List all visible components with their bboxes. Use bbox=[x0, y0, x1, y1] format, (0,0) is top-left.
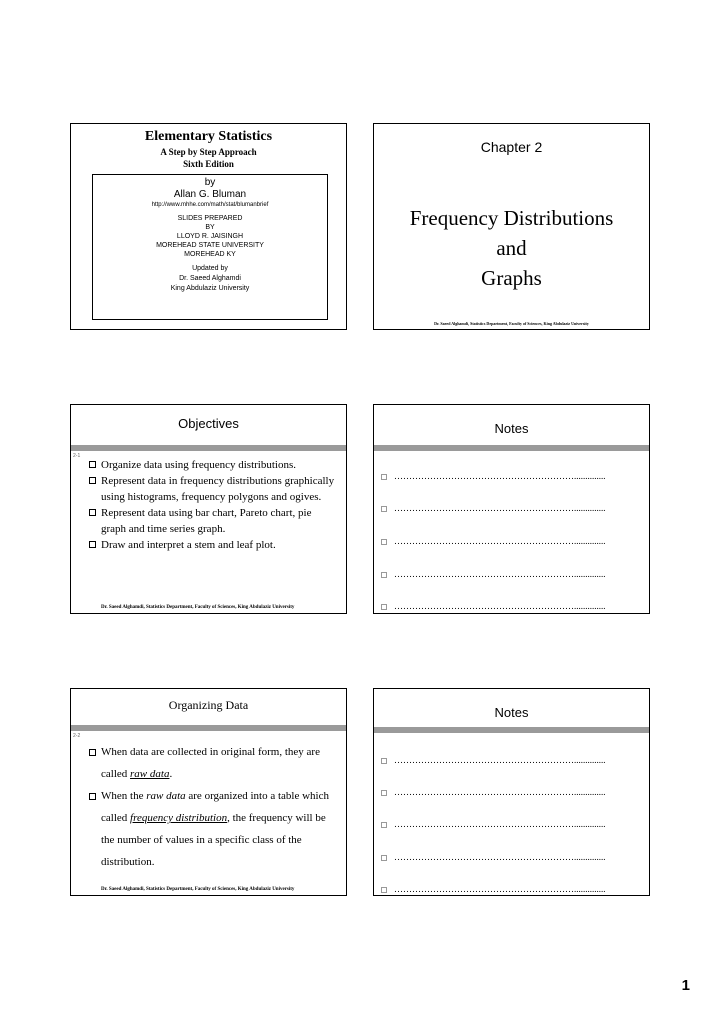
title-divider bbox=[374, 445, 649, 451]
bullet-box-icon bbox=[89, 509, 96, 516]
note-line: …………………………………………………….............. bbox=[381, 536, 643, 546]
title-divider bbox=[71, 725, 346, 731]
note-line: …………………………………………………….............. bbox=[381, 787, 643, 797]
slide-number: 2-1 bbox=[73, 453, 81, 459]
bullet-box-icon bbox=[89, 461, 96, 468]
organizing-list bbox=[89, 741, 341, 873]
notes-panel bbox=[373, 688, 650, 896]
by-label: by bbox=[204, 177, 216, 188]
list-item: When data are collected in original form, they are called raw data. bbox=[89, 741, 341, 785]
title-divider bbox=[374, 727, 649, 733]
slide-footer: Dr. Saeed Alghamdi, Statistics Department, Faculty of Sciences, King Abdulaziz University bbox=[434, 321, 589, 326]
chapter-line-1: Frequency Distributions bbox=[409, 206, 614, 230]
list-item: Represent data in frequency distributions graphically using histograms, frequency polygons and ogives. bbox=[89, 473, 339, 505]
bullet-box-icon bbox=[89, 793, 96, 800]
slide-organizing-data bbox=[70, 688, 347, 896]
note-line: …………………………………………………….............. bbox=[381, 819, 643, 829]
chapter-line-2: and bbox=[496, 236, 527, 260]
updater-name: Dr. Saeed Alghamdi bbox=[179, 275, 241, 282]
book-title: Elementary Statistics bbox=[144, 129, 273, 144]
bullet-box-icon bbox=[381, 887, 387, 893]
notes-panel bbox=[373, 404, 650, 614]
slide-chapter bbox=[373, 123, 650, 330]
preparer-city: MOREHEAD KY bbox=[184, 251, 236, 258]
updated-label: Updated by bbox=[192, 265, 228, 272]
list-item: Draw and interpret a stem and leaf plot. bbox=[89, 537, 339, 553]
bullet-box-icon bbox=[381, 790, 387, 796]
slide-objectives bbox=[70, 404, 347, 614]
chapter-line-3: Graphs bbox=[481, 266, 542, 290]
note-line: …………………………………………………….............. bbox=[381, 755, 643, 765]
note-line: …………………………………………………….............. bbox=[381, 884, 643, 894]
bullet-box-icon bbox=[381, 474, 387, 480]
objectives-list bbox=[89, 457, 339, 553]
bullet-box-icon bbox=[381, 758, 387, 764]
page-number: 1 bbox=[681, 977, 690, 994]
bullet-box-icon bbox=[381, 604, 387, 610]
slide-footer: Dr. Saeed Alghamdi, Statistics Department, Faculty of Sciences, King Abdulaziz University bbox=[101, 887, 295, 892]
bullet-box-icon bbox=[381, 506, 387, 512]
note-line: …………………………………………………….............. bbox=[381, 569, 643, 579]
slide-title: Objectives bbox=[178, 416, 239, 431]
bullet-box-icon bbox=[381, 572, 387, 578]
slide-number: 2-2 bbox=[73, 733, 81, 739]
bullet-box-icon bbox=[89, 477, 96, 484]
slide-footer: Dr. Saeed Alghamdi, Statistics Department, Faculty of Sciences, King Abdulaziz University bbox=[101, 605, 295, 610]
chapter-label: Chapter 2 bbox=[480, 139, 543, 155]
slide-title-book bbox=[70, 123, 347, 330]
bullet-box-icon bbox=[89, 749, 96, 756]
list-item: When the raw data are organized into a table which called frequency distribution, the frequency will be the number of values in a specific class of the distribution. bbox=[89, 785, 341, 873]
book-subtitle: A Step by Step Approach bbox=[160, 147, 257, 157]
note-line: …………………………………………………….............. bbox=[381, 852, 643, 862]
prepared-label: SLIDES PREPARED bbox=[177, 215, 243, 222]
author-url: http://www.mhhe.com/math/stat/blumanbrief bbox=[151, 202, 269, 208]
author-name: Allan G. Bluman bbox=[173, 189, 247, 200]
title-divider bbox=[71, 445, 346, 451]
book-edition: Sixth Edition bbox=[183, 159, 234, 169]
author-box bbox=[92, 174, 328, 320]
notes-title: Notes bbox=[494, 421, 529, 436]
prepared-by: BY bbox=[205, 224, 215, 231]
list-item: Organize data using frequency distributions. bbox=[89, 457, 339, 473]
note-line: …………………………………………………….............. bbox=[381, 601, 643, 611]
slide-title: Organizing Data bbox=[168, 698, 249, 712]
preparer-name: LLOYD R. JAISINGH bbox=[176, 233, 244, 240]
list-item: Represent data using bar chart, Pareto chart, pie graph and time series graph. bbox=[89, 505, 339, 537]
bullet-box-icon bbox=[381, 822, 387, 828]
bullet-box-icon bbox=[381, 855, 387, 861]
updater-university: King Abdulaziz University bbox=[170, 285, 250, 292]
note-line: …………………………………………………….............. bbox=[381, 471, 643, 481]
bullet-box-icon bbox=[89, 541, 96, 548]
note-line: …………………………………………………….............. bbox=[381, 503, 643, 513]
notes-title: Notes bbox=[494, 705, 529, 720]
bullet-box-icon bbox=[381, 539, 387, 545]
preparer-university: MOREHEAD STATE UNIVERSITY bbox=[156, 242, 264, 249]
